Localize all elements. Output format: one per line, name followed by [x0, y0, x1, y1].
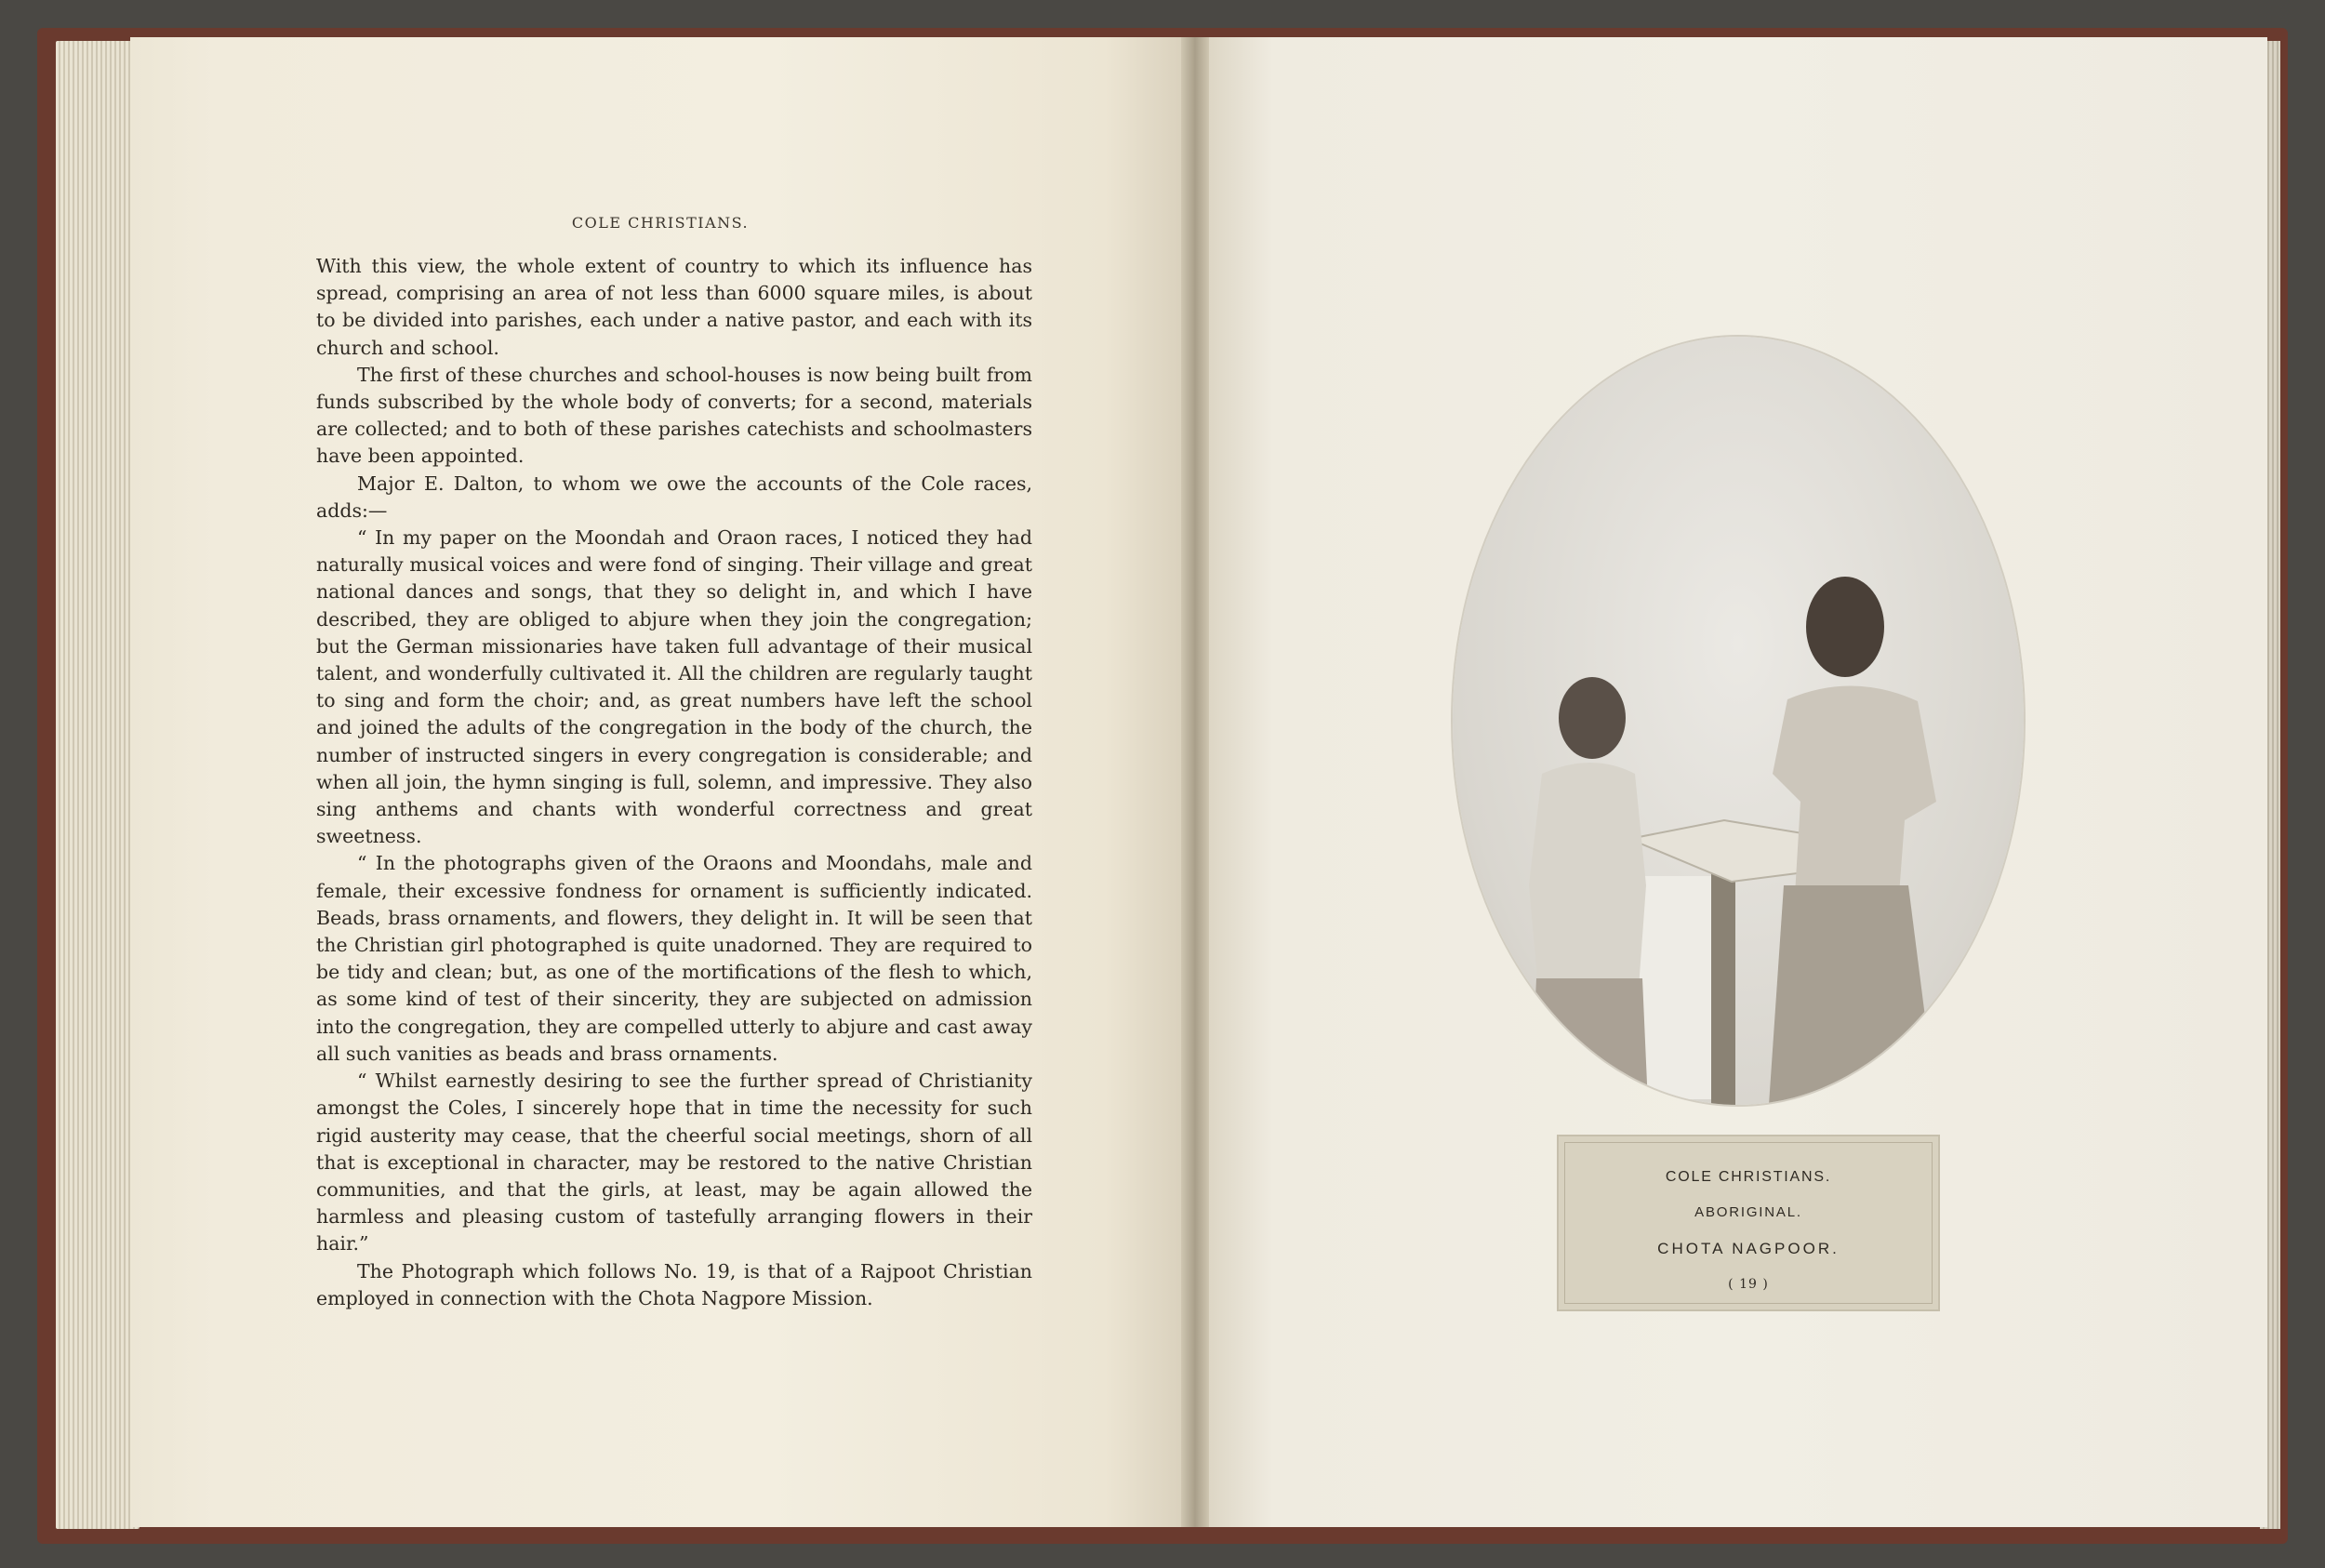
book-gutter — [1181, 37, 1209, 1527]
lectern-cloth — [1639, 876, 1711, 1099]
paragraph: With this view, the whole extent of country to which its influence has spread, comprising an area of not less than 6000 square miles, is about to be divided into parishes, each under a native pastor, and each with its church and school. — [316, 255, 1032, 359]
boy-lower — [1531, 978, 1648, 1105]
running-head: COLE CHRISTIANS. — [571, 214, 750, 232]
girl-skirt — [1769, 885, 1936, 1105]
photograph-figures — [1453, 337, 2024, 1105]
paragraph: “ In the photographs given of the Oraons and Moondahs, male and female, their excessive fondness for ornament is sufficiently indicated. Beads, brass ornaments, and flowers, they delight in. It will be seen that the Christian girl photographed is quite unadorned. They are required to be tidy and clean; but, as one of the mortifications of the flesh to which, as some kind of test of their sincerity, they are subjected on admission into the congregation, they are compelled utterly to abjure and cast away all such vanities as beads and brass ornaments. — [316, 852, 1032, 1065]
caption-card — [1557, 1135, 1940, 1311]
caption-title: COLE CHRISTIANS. — [1665, 1169, 1832, 1185]
paragraph: “ In my paper on the Moondah and Oraon races, I noticed they had naturally musical voices and were fond of singing. Their village and great national dances and songs, that they so delight in, and which I have described, they are obliged to abjure when they join the congregation; but the German missionaries have taken full advantage of their musical talent, and wonderfully cultivated it. All the children are regularly taught to sing and form the choir; and, as great numbers have left the school and joined the adults of the congregation in the body of the church, the number of instructed singers in every congregation is considerable; and when all join, the hymn singing is full, solemn, and impressive. They also sing anthems and chants with wonderful correctness and great sweetness. — [316, 526, 1032, 848]
body-text — [316, 253, 1032, 1312]
right-page — [1209, 37, 2267, 1527]
caption-frame — [1564, 1142, 1933, 1304]
paragraph: The first of these churches and school-houses is now being built from funds subscribed by the whole body of converts; for a second, materials are collected; and to both of these parishes catechists and schoolmasters have been appointed. — [316, 363, 1032, 468]
left-page — [130, 37, 1190, 1527]
boy-shirt — [1529, 763, 1646, 988]
caption-location: CHOTA NAGPOOR. — [1657, 1240, 1840, 1257]
plate-number: ( 19 ) — [1728, 1277, 1769, 1292]
lectern-stand — [1711, 857, 1735, 1105]
paragraph: “ Whilst earnestly desiring to see the further spread of Christianity amongst the Coles, I sincerely hope that in time the necessity for such rigid austerity may cease, that the cheerful social meetings, shorn of all that is exceptional in character, may be restored to the native Christian communities, and that the girls, at least, may be again allowed the harmless and pleasing custom of tastefully arranging flowers in their hair.” — [316, 1070, 1032, 1256]
caption-subtitle: ABORIGINAL. — [1694, 1204, 1802, 1220]
girl-blouse — [1773, 685, 1936, 895]
paragraph: Major E. Dalton, to whom we owe the accounts of the Cole races, adds:— — [316, 472, 1032, 522]
girl-head — [1806, 577, 1884, 677]
paragraph: The Photograph which follows No. 19, is that of a Rajpoot Christian employed in connection with the Chota Nagpore Mission. — [316, 1259, 1032, 1309]
boy-head — [1559, 677, 1626, 759]
page-edges-left — [56, 41, 140, 1529]
oval-photograph — [1453, 337, 2024, 1105]
